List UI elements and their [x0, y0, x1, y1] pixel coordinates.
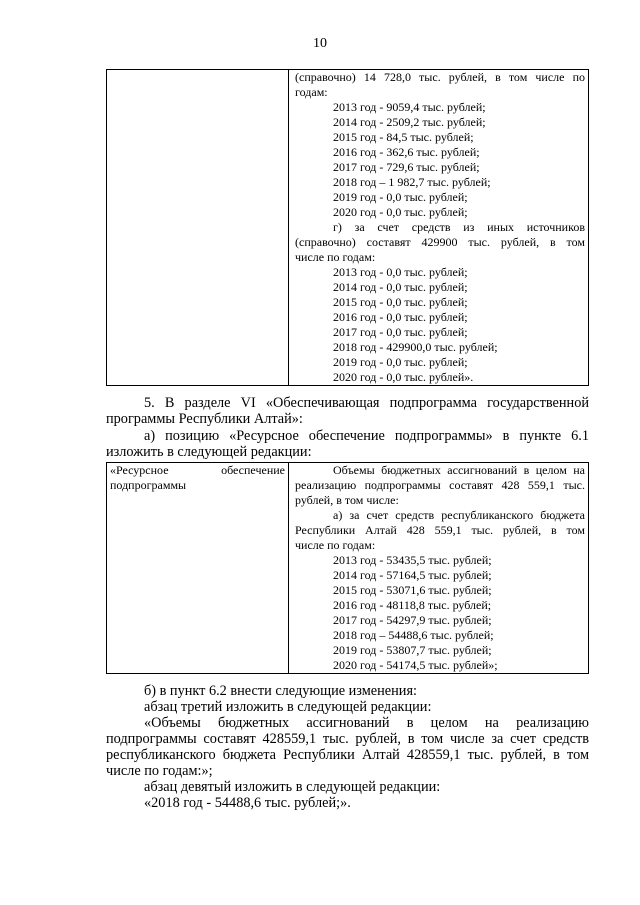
label-word-provision: обеспечение — [221, 463, 285, 477]
table2-text — [295, 463, 585, 673]
funding-table-continued — [106, 69, 589, 386]
page-number: 10 — [313, 36, 327, 51]
table1-line: (справочно) составят 429900 тыс. рублей, в том — [295, 235, 585, 249]
table1-line: 2015 год - 84,5 тыс. рублей; — [333, 130, 474, 144]
table2-line: 2013 год - 53435,5 тыс. рублей; — [333, 553, 492, 567]
table2-line: 2014 год - 57164,5 тыс. рублей; — [333, 568, 492, 582]
table1-line: г) за счет средств из иных источников — [333, 220, 585, 234]
table2-line: Республики Алтай 428 559,1 тыс. рублей, в том — [295, 523, 585, 537]
table1-line: 2019 год - 0,0 тыс. рублей; — [333, 355, 468, 369]
table1-line: 2019 год - 0,0 тыс. рублей; — [333, 190, 468, 204]
table2-line: 2016 год - 48118,8 тыс. рублей; — [333, 598, 492, 612]
table1-line: 2017 год - 0,0 тыс. рублей; — [333, 325, 468, 339]
table1-text — [295, 70, 585, 385]
table1-line: числе по годам: — [295, 250, 376, 264]
table1-line: 2016 год - 0,0 тыс. рублей; — [333, 310, 468, 324]
table1-line: 2017 год - 729,6 тыс. рублей; — [333, 160, 480, 174]
table2-label — [107, 463, 288, 493]
table1-line: 2018 год - 429900,0 тыс. рублей; — [333, 340, 498, 354]
table2-line: 2018 год – 54488,6 тыс. рублей; — [333, 628, 494, 642]
section5-line1: 5. В разделе VI «Обеспечивающая подпрограмма государственной — [144, 395, 589, 411]
subitem-b-line3: «Объемы бюджетных ассигнований в целом на реализацию — [144, 715, 589, 731]
subitem-b-paragraph — [106, 683, 589, 811]
subitem-b-line1: б) в пункт 6.2 внести следующие изменения: — [144, 683, 417, 699]
subitem-a-line1: а) позицию «Ресурсное обеспечение подпрограммы» в пункте 6.1 — [144, 428, 589, 444]
table1-line: 2014 год - 2509,2 тыс. рублей; — [333, 115, 486, 129]
table2-line: числе по годам: — [295, 538, 376, 552]
subitem-a-line2: изложить в следующей редакции: — [106, 444, 312, 460]
label-word-subprogram: подпрограммы — [110, 478, 187, 492]
table1-line: (справочно) 14 728,0 тыс. рублей, в том числе по — [295, 70, 585, 84]
table1-line: 2016 год - 362,6 тыс. рублей; — [333, 145, 480, 159]
table2-left-cell — [107, 463, 289, 674]
table1-line: годам: — [295, 85, 328, 99]
label-word-resource: «Ресурсное — [110, 463, 169, 477]
table1-line: 2020 год - 0,0 тыс. рублей; — [333, 205, 468, 219]
table2-line: 2019 год - 53807,7 тыс. рублей; — [333, 643, 492, 657]
subitem-a-paragraph — [106, 428, 589, 460]
subitem-b-line4: подпрограммы составят 428559,1 тыс. рублей, в том числе за счет средств — [106, 731, 589, 747]
table1-line: 2018 год – 1 982,7 тыс. рублей; — [333, 175, 491, 189]
table2-right-cell — [289, 463, 589, 674]
table2-line: 2020 год - 54174,5 тыс. рублей»; — [333, 658, 498, 672]
table2-line: Объемы бюджетных ассигнований в целом на — [333, 463, 585, 477]
table1-line: 2013 год - 9059,4 тыс. рублей; — [333, 100, 486, 114]
table2-line: 2017 год - 54297,9 тыс. рублей; — [333, 613, 492, 627]
subitem-b-line2: абзац третий изложить в следующей редакции: — [144, 699, 432, 715]
resource-provision-table — [106, 462, 589, 674]
table2-line: а) за счет средств республиканского бюджета — [333, 508, 585, 522]
table1-line: 2015 год - 0,0 тыс. рублей; — [333, 295, 468, 309]
table2-line: реализацию подпрограммы составят 428 559,1 тыс. — [295, 478, 585, 492]
table2-line: 2015 год - 53071,6 тыс. рублей; — [333, 583, 492, 597]
table1-line: 2014 год - 0,0 тыс. рублей; — [333, 280, 468, 294]
table1-line: 2013 год - 0,0 тыс. рублей; — [333, 265, 468, 279]
table1-right-cell — [289, 70, 589, 386]
section5-line2: программы Республики Алтай»: — [106, 411, 303, 427]
subitem-b-line5: республиканского бюджета Республики Алтай 428559,1 тыс. рублей, в том — [106, 747, 589, 763]
subitem-b-line6: числе по годам:»; — [106, 763, 213, 779]
subitem-b-line7: абзац девятый изложить в следующей редакции: — [144, 779, 441, 795]
subitem-b-line8: «2018 год - 54488,6 тыс. рублей;». — [144, 795, 351, 811]
table2-line: рублей, в том числе: — [295, 493, 399, 507]
table1-left-cell — [107, 70, 289, 386]
table1-line: 2020 год - 0,0 тыс. рублей». — [333, 370, 474, 384]
section5-paragraph — [106, 395, 589, 427]
